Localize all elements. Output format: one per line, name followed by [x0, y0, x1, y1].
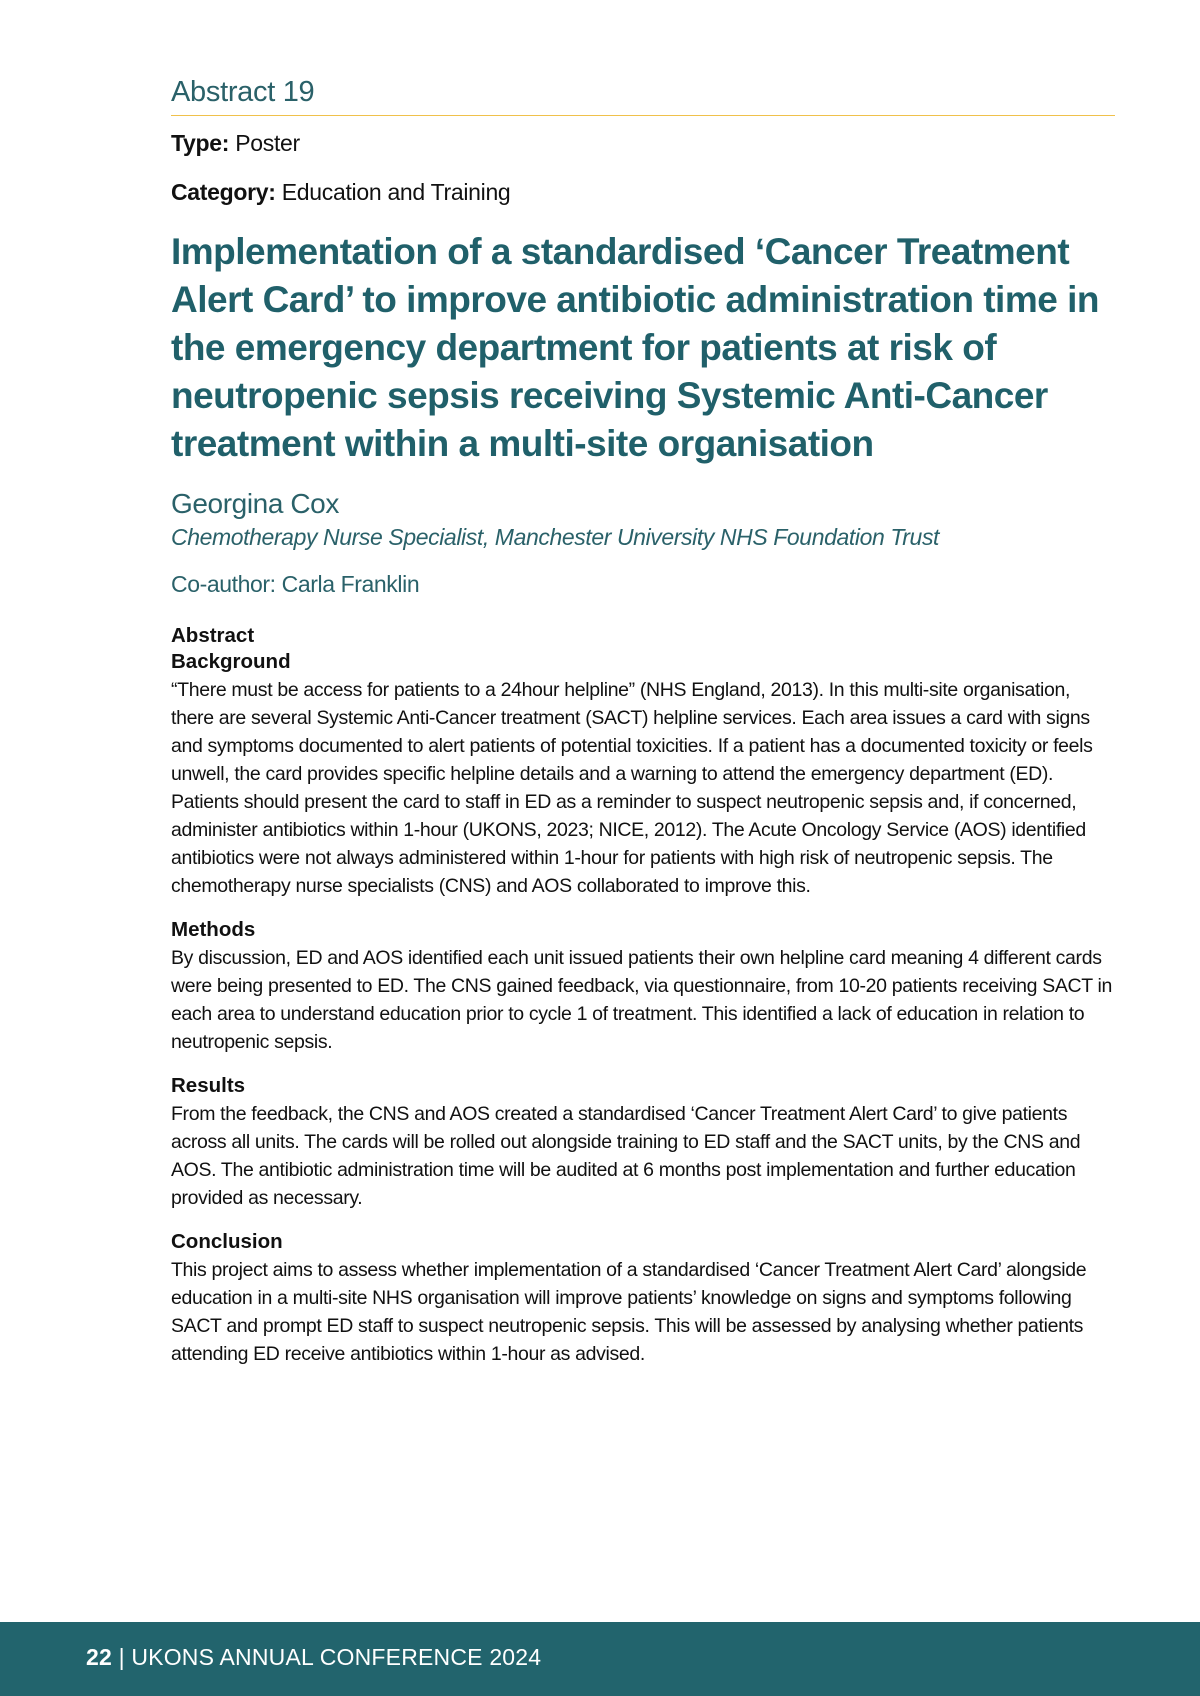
author-name: Georgina Cox [171, 488, 339, 519]
section-heading: Background [171, 650, 291, 673]
category-label: Category: [171, 179, 276, 205]
section-body: By discussion, ED and AOS identified each unit issued patients their own helpline card meaning 4 different cards were being presented to ED. The CNS gained feedback, via questionnaire, from 10-20 patients receiving SACT in each area to understand education prior to cycle 1 of treatment. This identified a lack of education in relation to neutropenic sepsis. [171, 947, 1113, 1053]
section-heading: Results [171, 1074, 246, 1097]
publication-name: UKONS ANNUAL CONFERENCE 2024 [131, 1644, 542, 1670]
coauthor: Co-author: Carla Franklin [171, 571, 420, 597]
page-number: 22 [86, 1644, 112, 1670]
section-body: From the feedback, the CNS and AOS created a standardised ‘Cancer Treatment Alert Card’ to give patients across all units. The cards will be rolled out alongside training to ED staff and the SACT units, by the CNS and AOS. The antibiotic administration time will be audited at 6 months post implementation and further education provided as necessary. [171, 1103, 1081, 1209]
type-line [171, 130, 1115, 157]
section-heading: Methods [171, 918, 256, 941]
section-conclusion [171, 1228, 1115, 1368]
section-background [171, 648, 1115, 900]
footer-text [86, 1644, 541, 1671]
abstract-number: Abstract 19 [171, 76, 1115, 116]
footer-bar [0, 1622, 1200, 1696]
type-value: Poster [235, 130, 300, 156]
author-affiliation: Chemotherapy Nurse Specialist, Manchester University NHS Foundation Trust [171, 524, 940, 550]
section-body: “There must be access for patients to a 24hour helpline” (NHS England, 2013). In this multi-site organisation, there are several Systemic Anti-Cancer treatment (SACT) helpline services. Each area issues a card with signs and symptoms documented to alert patients of potential toxicities. If a patient has a documented toxicity or feels unwell, the card provides specific helpline details and a warning to attend the emergency department (ED). Patients should present the card to staff in ED as a reminder to suspect neutropenic sepsis and, if concerned, administer antibiotics within 1-hour (UKONS, 2023; NICE, 2012). The Acute Oncology Service (AOS) identified antibiotics were not always administered within 1-hour for patients with high risk of neutropenic sepsis. The chemotherapy nurse specialists (CNS) and AOS collaborated to improve this. [171, 679, 1093, 897]
document-page [171, 76, 1115, 1368]
footer-separator: | [118, 1644, 125, 1670]
section-methods [171, 916, 1115, 1056]
section-results [171, 1072, 1115, 1212]
abstract-heading: Abstract [171, 624, 255, 647]
type-label: Type: [171, 130, 230, 156]
section-body: This project aims to assess whether implementation of a standardised ‘Cancer Treatment Alert Card’ alongside education in a multi-site NHS organisation will improve patients’ knowledge on signs and symptoms following SACT and prompt ED staff to suspect neutropenic sepsis. This will be assessed by analysing whether patients attending ED receive antibiotics within 1-hour as advised. [171, 1259, 1087, 1365]
category-value: Education and Training [281, 179, 511, 205]
abstract-title: Implementation of a standardised ‘Cancer Treatment Alert Card’ to improve antibiotic administration time in the emergency department for patients at risk of neutropenic sepsis receiving Systemic Anti-Cancer treatment within a multi-site organisation [171, 231, 1099, 464]
section-heading: Conclusion [171, 1230, 283, 1253]
category-line [171, 179, 1115, 206]
